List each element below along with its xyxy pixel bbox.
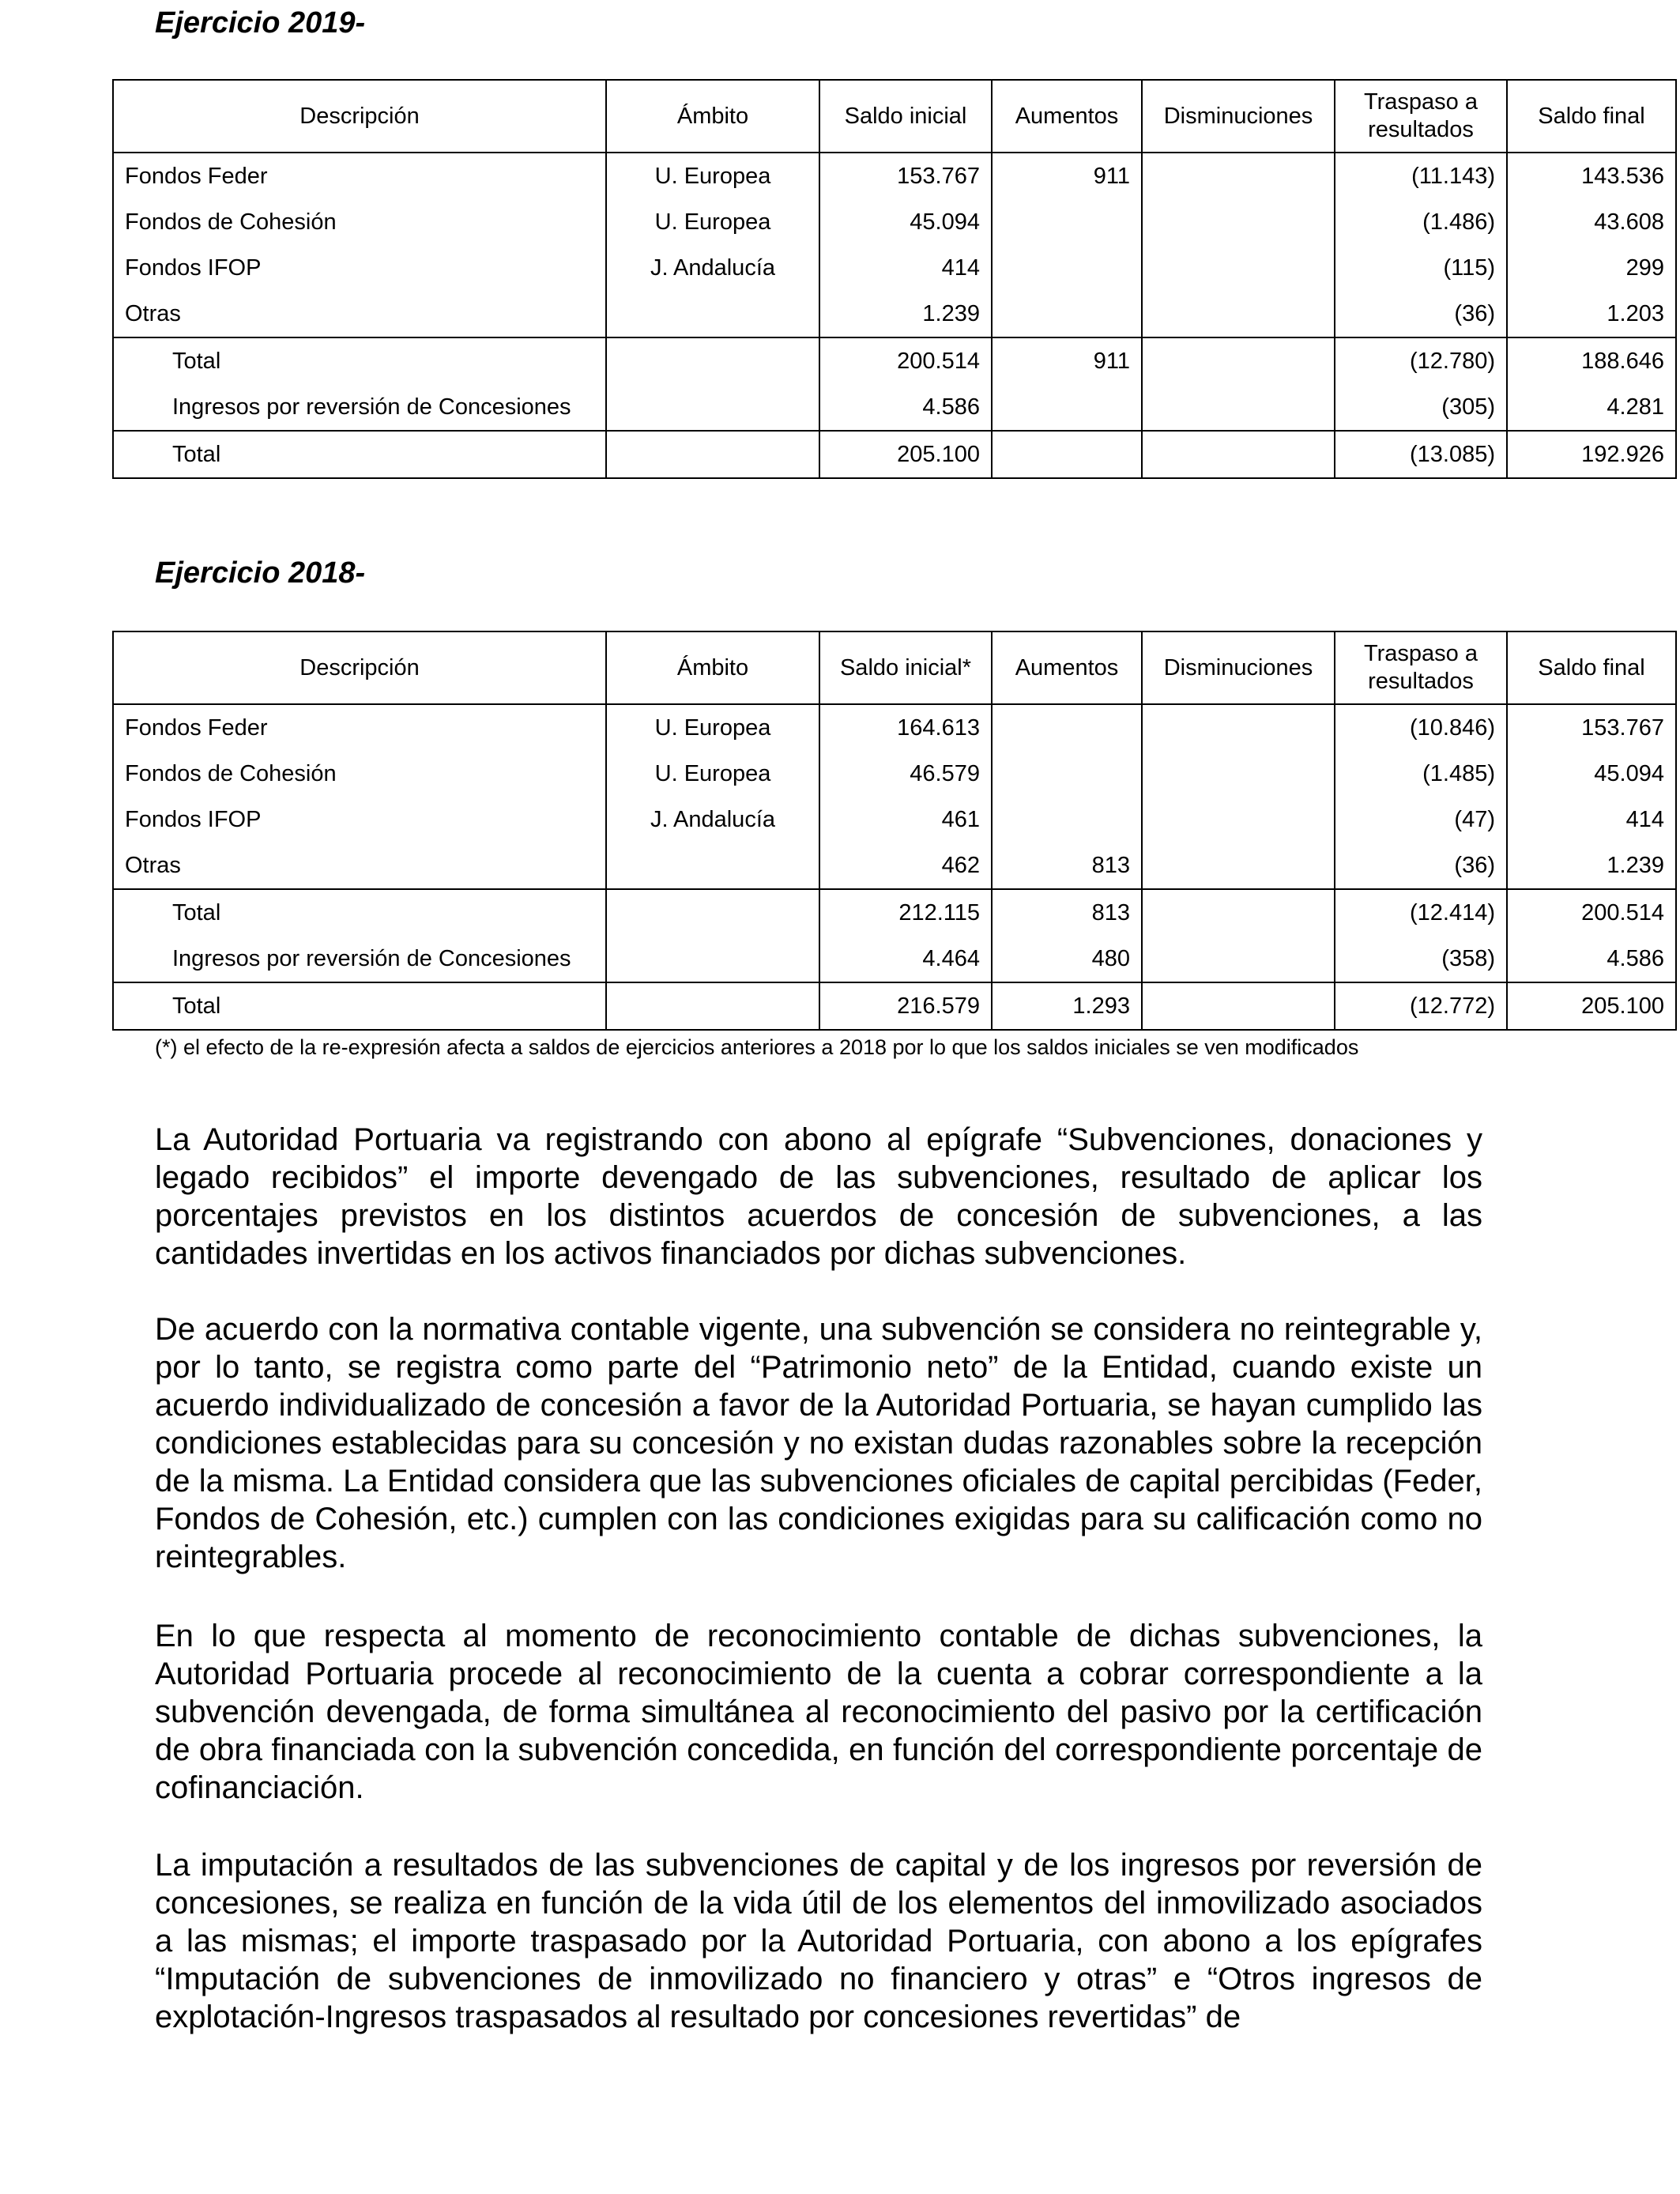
cell-saldo-inicial: 164.613 — [819, 704, 992, 751]
cell-saldo-final: 299 — [1507, 245, 1676, 291]
cell-traspaso: (36) — [1335, 843, 1507, 889]
cell-disminuciones — [1142, 982, 1335, 1030]
table-row — [113, 291, 1676, 337]
header-disminuciones: Disminuciones — [1142, 80, 1335, 153]
cell-disminuciones — [1142, 704, 1335, 751]
cell-traspaso: (12.414) — [1335, 889, 1507, 936]
cell-disminuciones — [1142, 936, 1335, 982]
cell-disminuciones — [1142, 797, 1335, 843]
header-disminuciones: Disminuciones — [1142, 631, 1335, 704]
header-traspaso: Traspaso a resultados — [1335, 80, 1507, 153]
section-title-2019: Ejercicio 2019- — [155, 6, 366, 40]
cell-saldo-final: 414 — [1507, 797, 1676, 843]
header-aumentos: Aumentos — [992, 80, 1142, 153]
cell-saldo-final: 4.281 — [1507, 384, 1676, 431]
cell-traspaso: (10.846) — [1335, 704, 1507, 751]
cell-saldo-final: 153.767 — [1507, 704, 1676, 751]
cell-saldo-inicial: 200.514 — [819, 337, 992, 384]
cell-saldo-inicial: 212.115 — [819, 889, 992, 936]
table-row-total — [113, 982, 1676, 1030]
cell-saldo-final: 188.646 — [1507, 337, 1676, 384]
cell-aumentos — [992, 704, 1142, 751]
cell-saldo-final: 4.586 — [1507, 936, 1676, 982]
table-row — [113, 199, 1676, 245]
cell-aumentos — [992, 431, 1142, 478]
cell-saldo-inicial: 153.767 — [819, 153, 992, 199]
table-row-subtotal — [113, 889, 1676, 936]
table-header-row — [113, 80, 1676, 153]
table-row-subtotal — [113, 337, 1676, 384]
table-row — [113, 936, 1676, 982]
cell-descripcion: Total — [113, 982, 606, 1030]
table-row-total — [113, 431, 1676, 478]
cell-traspaso: (1.485) — [1335, 751, 1507, 797]
cell-ambito: U. Europea — [606, 199, 819, 245]
paragraph-3: En lo que respecta al momento de reconocimiento contable de dichas subvenciones, la Autoridad Portuaria procede al reconocimiento de la cuenta a cobrar correspondiente a la subvención devengada, de forma simultánea al reconocimiento del pasivo por la certificación de obra financiada con la subvención concedida, en función del correspondiente porcentaje de cofinanciación. — [155, 1619, 1482, 1805]
cell-traspaso: (115) — [1335, 245, 1507, 291]
table-row — [113, 797, 1676, 843]
header-saldo-inicial: Saldo inicial — [819, 80, 992, 153]
table-header-row — [113, 631, 1676, 704]
cell-traspaso: (12.780) — [1335, 337, 1507, 384]
cell-disminuciones — [1142, 751, 1335, 797]
header-aumentos: Aumentos — [992, 631, 1142, 704]
cell-aumentos: 911 — [992, 153, 1142, 199]
cell-ambito: U. Europea — [606, 153, 819, 199]
cell-saldo-final: 205.100 — [1507, 982, 1676, 1030]
cell-traspaso: (36) — [1335, 291, 1507, 337]
cell-aumentos: 911 — [992, 337, 1142, 384]
cell-disminuciones — [1142, 384, 1335, 431]
cell-saldo-final: 45.094 — [1507, 751, 1676, 797]
cell-disminuciones — [1142, 889, 1335, 936]
table-row — [113, 384, 1676, 431]
cell-aumentos — [992, 245, 1142, 291]
cell-saldo-inicial: 461 — [819, 797, 992, 843]
table-row — [113, 704, 1676, 751]
cell-saldo-final: 1.239 — [1507, 843, 1676, 889]
table-row — [113, 245, 1676, 291]
cell-traspaso: (1.486) — [1335, 199, 1507, 245]
cell-aumentos: 1.293 — [992, 982, 1142, 1030]
cell-descripcion: Fondos de Cohesión — [113, 199, 606, 245]
cell-aumentos — [992, 751, 1142, 797]
cell-ambito — [606, 384, 819, 431]
cell-saldo-final: 192.926 — [1507, 431, 1676, 478]
cell-traspaso: (13.085) — [1335, 431, 1507, 478]
section-title-2018: Ejercicio 2018- — [155, 556, 366, 590]
header-saldo-final: Saldo final — [1507, 80, 1676, 153]
cell-ambito — [606, 843, 819, 889]
header-ambito: Ámbito — [606, 80, 819, 153]
cell-descripcion: Fondos IFOP — [113, 797, 606, 843]
cell-descripcion: Ingresos por reversión de Concesiones — [113, 936, 606, 982]
cell-ambito — [606, 936, 819, 982]
cell-disminuciones — [1142, 431, 1335, 478]
cell-ambito — [606, 982, 819, 1030]
cell-descripcion: Otras — [113, 291, 606, 337]
table-2019 — [112, 79, 1677, 479]
cell-ambito — [606, 889, 819, 936]
cell-saldo-inicial: 45.094 — [819, 199, 992, 245]
cell-saldo-final: 143.536 — [1507, 153, 1676, 199]
header-saldo-final: Saldo final — [1507, 631, 1676, 704]
cell-disminuciones — [1142, 337, 1335, 384]
cell-aumentos — [992, 291, 1142, 337]
cell-descripcion: Fondos IFOP — [113, 245, 606, 291]
cell-descripcion: Total — [113, 431, 606, 478]
cell-traspaso: (12.772) — [1335, 982, 1507, 1030]
footnote: (*) el efecto de la re-expresión afecta a saldos de ejercicios anteriores a 2018 por lo que los saldos iniciales se ven modificados — [155, 1035, 1359, 1059]
cell-traspaso: (305) — [1335, 384, 1507, 431]
cell-saldo-inicial: 4.586 — [819, 384, 992, 431]
cell-traspaso: (358) — [1335, 936, 1507, 982]
cell-aumentos — [992, 384, 1142, 431]
cell-saldo-inicial: 462 — [819, 843, 992, 889]
cell-ambito — [606, 291, 819, 337]
cell-descripcion: Total — [113, 337, 606, 384]
cell-disminuciones — [1142, 843, 1335, 889]
paragraph-1: La Autoridad Portuaria va registrando con abono al epígrafe “Subvenciones, donaciones y legado recibidos” el importe devengado de las subvenciones, resultado de aplicar los porcentajes previstos en los distintos acuerdos de concesión de subvenciones, a las cantidades invertidas en los activos financiados por dichas subvenciones. — [155, 1122, 1482, 1271]
cell-descripcion: Fondos Feder — [113, 153, 606, 199]
cell-ambito: U. Europea — [606, 751, 819, 797]
cell-aumentos — [992, 199, 1142, 245]
cell-aumentos: 813 — [992, 843, 1142, 889]
cell-disminuciones — [1142, 199, 1335, 245]
cell-disminuciones — [1142, 153, 1335, 199]
header-descripcion: Descripción — [113, 80, 606, 153]
header-saldo-inicial: Saldo inicial* — [819, 631, 992, 704]
cell-saldo-inicial: 1.239 — [819, 291, 992, 337]
paragraph-2: De acuerdo con la normativa contable vigente, una subvención se considera no reintegrable y, por lo tanto, se registra como parte del “Patrimonio neto” de la Entidad, cuando existe un acuerdo individualizado de concesión a favor de la Autoridad Portuaria, se hayan cumplido las condiciones establecidas para su concesión y no existan dudas razonables sobre la recepción de la misma. La Entidad considera que las subvenciones oficiales de capital percibidas (Feder, Fondos de Cohesión, etc.) cumplen con las condiciones exigidas para su calificación como no reintegrables. — [155, 1312, 1482, 1574]
cell-ambito: J. Andalucía — [606, 245, 819, 291]
cell-saldo-inicial: 414 — [819, 245, 992, 291]
cell-traspaso: (47) — [1335, 797, 1507, 843]
table-row — [113, 843, 1676, 889]
cell-saldo-inicial: 4.464 — [819, 936, 992, 982]
table-row — [113, 751, 1676, 797]
cell-aumentos: 813 — [992, 889, 1142, 936]
cell-saldo-inicial: 46.579 — [819, 751, 992, 797]
cell-descripcion: Total — [113, 889, 606, 936]
cell-ambito — [606, 431, 819, 478]
cell-saldo-final: 1.203 — [1507, 291, 1676, 337]
cell-disminuciones — [1142, 291, 1335, 337]
cell-traspaso: (11.143) — [1335, 153, 1507, 199]
header-descripcion: Descripción — [113, 631, 606, 704]
cell-saldo-final: 43.608 — [1507, 199, 1676, 245]
cell-saldo-final: 200.514 — [1507, 889, 1676, 936]
cell-descripcion: Otras — [113, 843, 606, 889]
cell-aumentos: 480 — [992, 936, 1142, 982]
cell-descripcion: Fondos Feder — [113, 704, 606, 751]
header-traspaso: Traspaso a resultados — [1335, 631, 1507, 704]
cell-descripcion: Ingresos por reversión de Concesiones — [113, 384, 606, 431]
cell-ambito — [606, 337, 819, 384]
cell-saldo-inicial: 216.579 — [819, 982, 992, 1030]
cell-ambito: U. Europea — [606, 704, 819, 751]
header-ambito: Ámbito — [606, 631, 819, 704]
paragraph-4: La imputación a resultados de las subvenciones de capital y de los ingresos por reversión de concesiones, se realiza en función de la vida útil de los elementos del inmovilizado asociados a las mismas; el importe traspasado por la Autoridad Portuaria, con abono a los epígrafes “Imputación de subvenciones de inmovilizado no financiero y otras” e “Otros ingresos de explotación-Ingresos traspasados al resultado por concesiones revertidas” de — [155, 1848, 1482, 2034]
cell-descripcion: Fondos de Cohesión — [113, 751, 606, 797]
cell-ambito: J. Andalucía — [606, 797, 819, 843]
cell-saldo-inicial: 205.100 — [819, 431, 992, 478]
cell-aumentos — [992, 797, 1142, 843]
table-row — [113, 153, 1676, 199]
table-2018 — [112, 631, 1677, 1031]
cell-disminuciones — [1142, 245, 1335, 291]
